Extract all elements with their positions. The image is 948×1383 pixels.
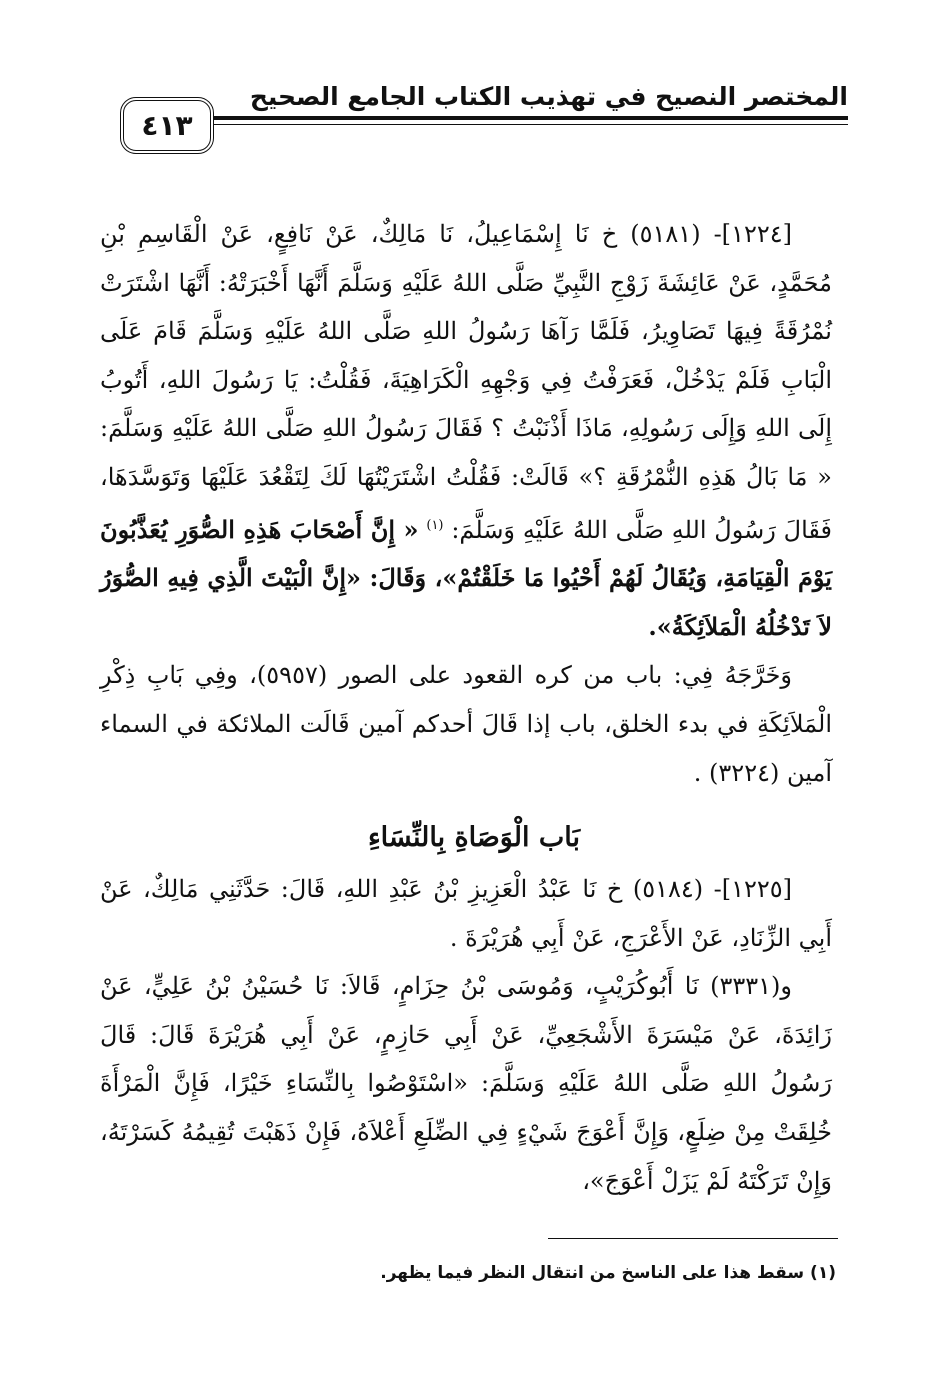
hadith-1225 bbox=[100, 865, 832, 1205]
hadith-1224-body: [١٢٢٤]- (٥١٨١) خ نَا إِسْمَاعِيلُ، نَا مَالِكٌ، عَنْ نَافِعٍ، عَنْ الْقَاسِمِ بْنِ مُحَمَّدٍ، عَنْ عَائِشَةَ زَوْجِ النَّبِيِّ صَلَّى اللهُ عَلَيْهِ وَسَلَّمَ أَنَّهَا أَخْبَرَتْهُ: أَنَّهَا اشْتَرَتْ نُمْرُقَةً فِيهَا تَصَاوِيرُ، فَلَمَّا رَآهَا رَسُولُ اللهِ صَلَّى اللهُ عَلَيْهِ وَسَلَّمَ قَامَ عَلَى الْبَابِ فَلَمْ يَدْخُلْ، فَعَرَفْتُ فِي وَجْهِهِ الْكَرَاهِيَةَ، فَقُلْتُ: يَا رَسُولَ اللهِ، أَتُوبُ إِلَى اللهِ وَإِلَى رَسُولِهِ، مَاذَا أَذْنَبْتُ ؟ فَقَالَ رَسُولُ اللهِ صَلَّى اللهُ عَلَيْهِ وَسَلَّمَ: « مَا بَالُ هَذِهِ النُّمْرُقَةِ ؟» قَالَتْ: فَقُلْتُ اشْتَرَيْتُهَا لَكَ لِتَقْعُدَ عَلَيْهَا وَتَوَسَّدَهَا، فَقَالَ رَسُولُ اللهِ صَلَّى اللهُ عَلَيْهِ وَسَلَّمَ: bbox=[100, 220, 833, 544]
section-title: بَاب الْوَصَاةِ بِالنِّسَاءِ bbox=[367, 822, 581, 853]
header-rule-thin bbox=[213, 124, 848, 125]
footnote-divider bbox=[548, 1238, 838, 1239]
footnote-1: (١) سقط هذا على الناسخ من انتقال النظر فيما يظهر. bbox=[380, 1263, 836, 1283]
hadith-1224 bbox=[100, 210, 832, 797]
hadith-1225-text bbox=[100, 962, 832, 1205]
running-header-title: المختصر النصيح في تهذيب الكتاب الجامع الصحيح bbox=[249, 82, 848, 111]
footnote-marker: (١) bbox=[426, 517, 444, 533]
hadith-1225-isnad bbox=[100, 865, 832, 962]
header-rule bbox=[213, 116, 848, 120]
hadith-1225-isnad-text: [١٢٢٥]- (٥١٨٤) خ نَا عَبْدُ الْعَزِيزِ بْنُ عَبْدِ اللهِ، قَالَ: حَدَّثَنِي مَالِكٌ، عَنْ أَبِي الزِّنَادِ، عَنْ الأَعْرَجِ، عَنْ أَبِي هُرَيْرَةَ . bbox=[100, 875, 832, 952]
hadith-1224-quote: « إِنَّ أَصْحَابَ هَذِهِ الصُّوَرِ يُعَذَّبُونَ يَوْمَ الْقِيَامَةِ، وَيُقَالُ لَهُمْ أَحْيُوا مَا خَلَقْتُمْ»، وَقَالَ: «إِنَّ الْبَيْتَ الَّذِي فِيهِ الصُّوَرُ لاَ تَدْخُلُهُ الْمَلاَئِكَةُ». bbox=[100, 514, 832, 641]
page-number: ٤١٣ bbox=[120, 97, 214, 154]
hadith-1225-body: و(٣٣٣١) نَا أَبُوكُرَيْبٍ، وَمُوسَى بْنُ حِزَامٍ، قَالاَ: نَا حُسَيْنُ بْنُ عَلِيٍّ، عَنْ زَائِدَةَ، عَنْ مَيْسَرَةَ الأَشْجَعِيِّ، عَنْ أَبِي حَازِمٍ، عَنْ أَبِي هُرَيْرَةَ قَالَ: قَالَ رَسُولُ اللهِ صَلَّى اللهُ عَلَيْهِ وَسَلَّمَ: «اسْتَوْصُوا بِالنِّسَاءِ خَيْرًا، فَإِنَّ الْمَرْأَةَ خُلِقَتْ مِنْ ضِلَعٍ، وَإِنَّ أَعْوَجَ شَيْءٍ فِي الضِّلَعِ أَعْلاَهُ، فَإِنْ ذَهَبْتَ تُقِيمُهُ كَسَرْتَهُ، وَإِنْ تَرَكْتَهُ لَمْ يَزَلْ أَعْوَجَ»، bbox=[100, 972, 832, 1195]
hadith-1224-takhrij bbox=[100, 651, 832, 797]
hadith-1224-takhrij-text: وَخَرَّجَهُ فِي: باب من كره القعود على الصور (٥٩٥٧)، وفِي بَابِ ذِكْرِ الْمَلاَئِكَةِ في بدء الخلق، باب إذا قَالَ أحدكم آمين قَالَت الملائكة في السماء آمين (٣٢٢٤) . bbox=[100, 661, 832, 787]
hadith-1224-text bbox=[100, 210, 832, 651]
